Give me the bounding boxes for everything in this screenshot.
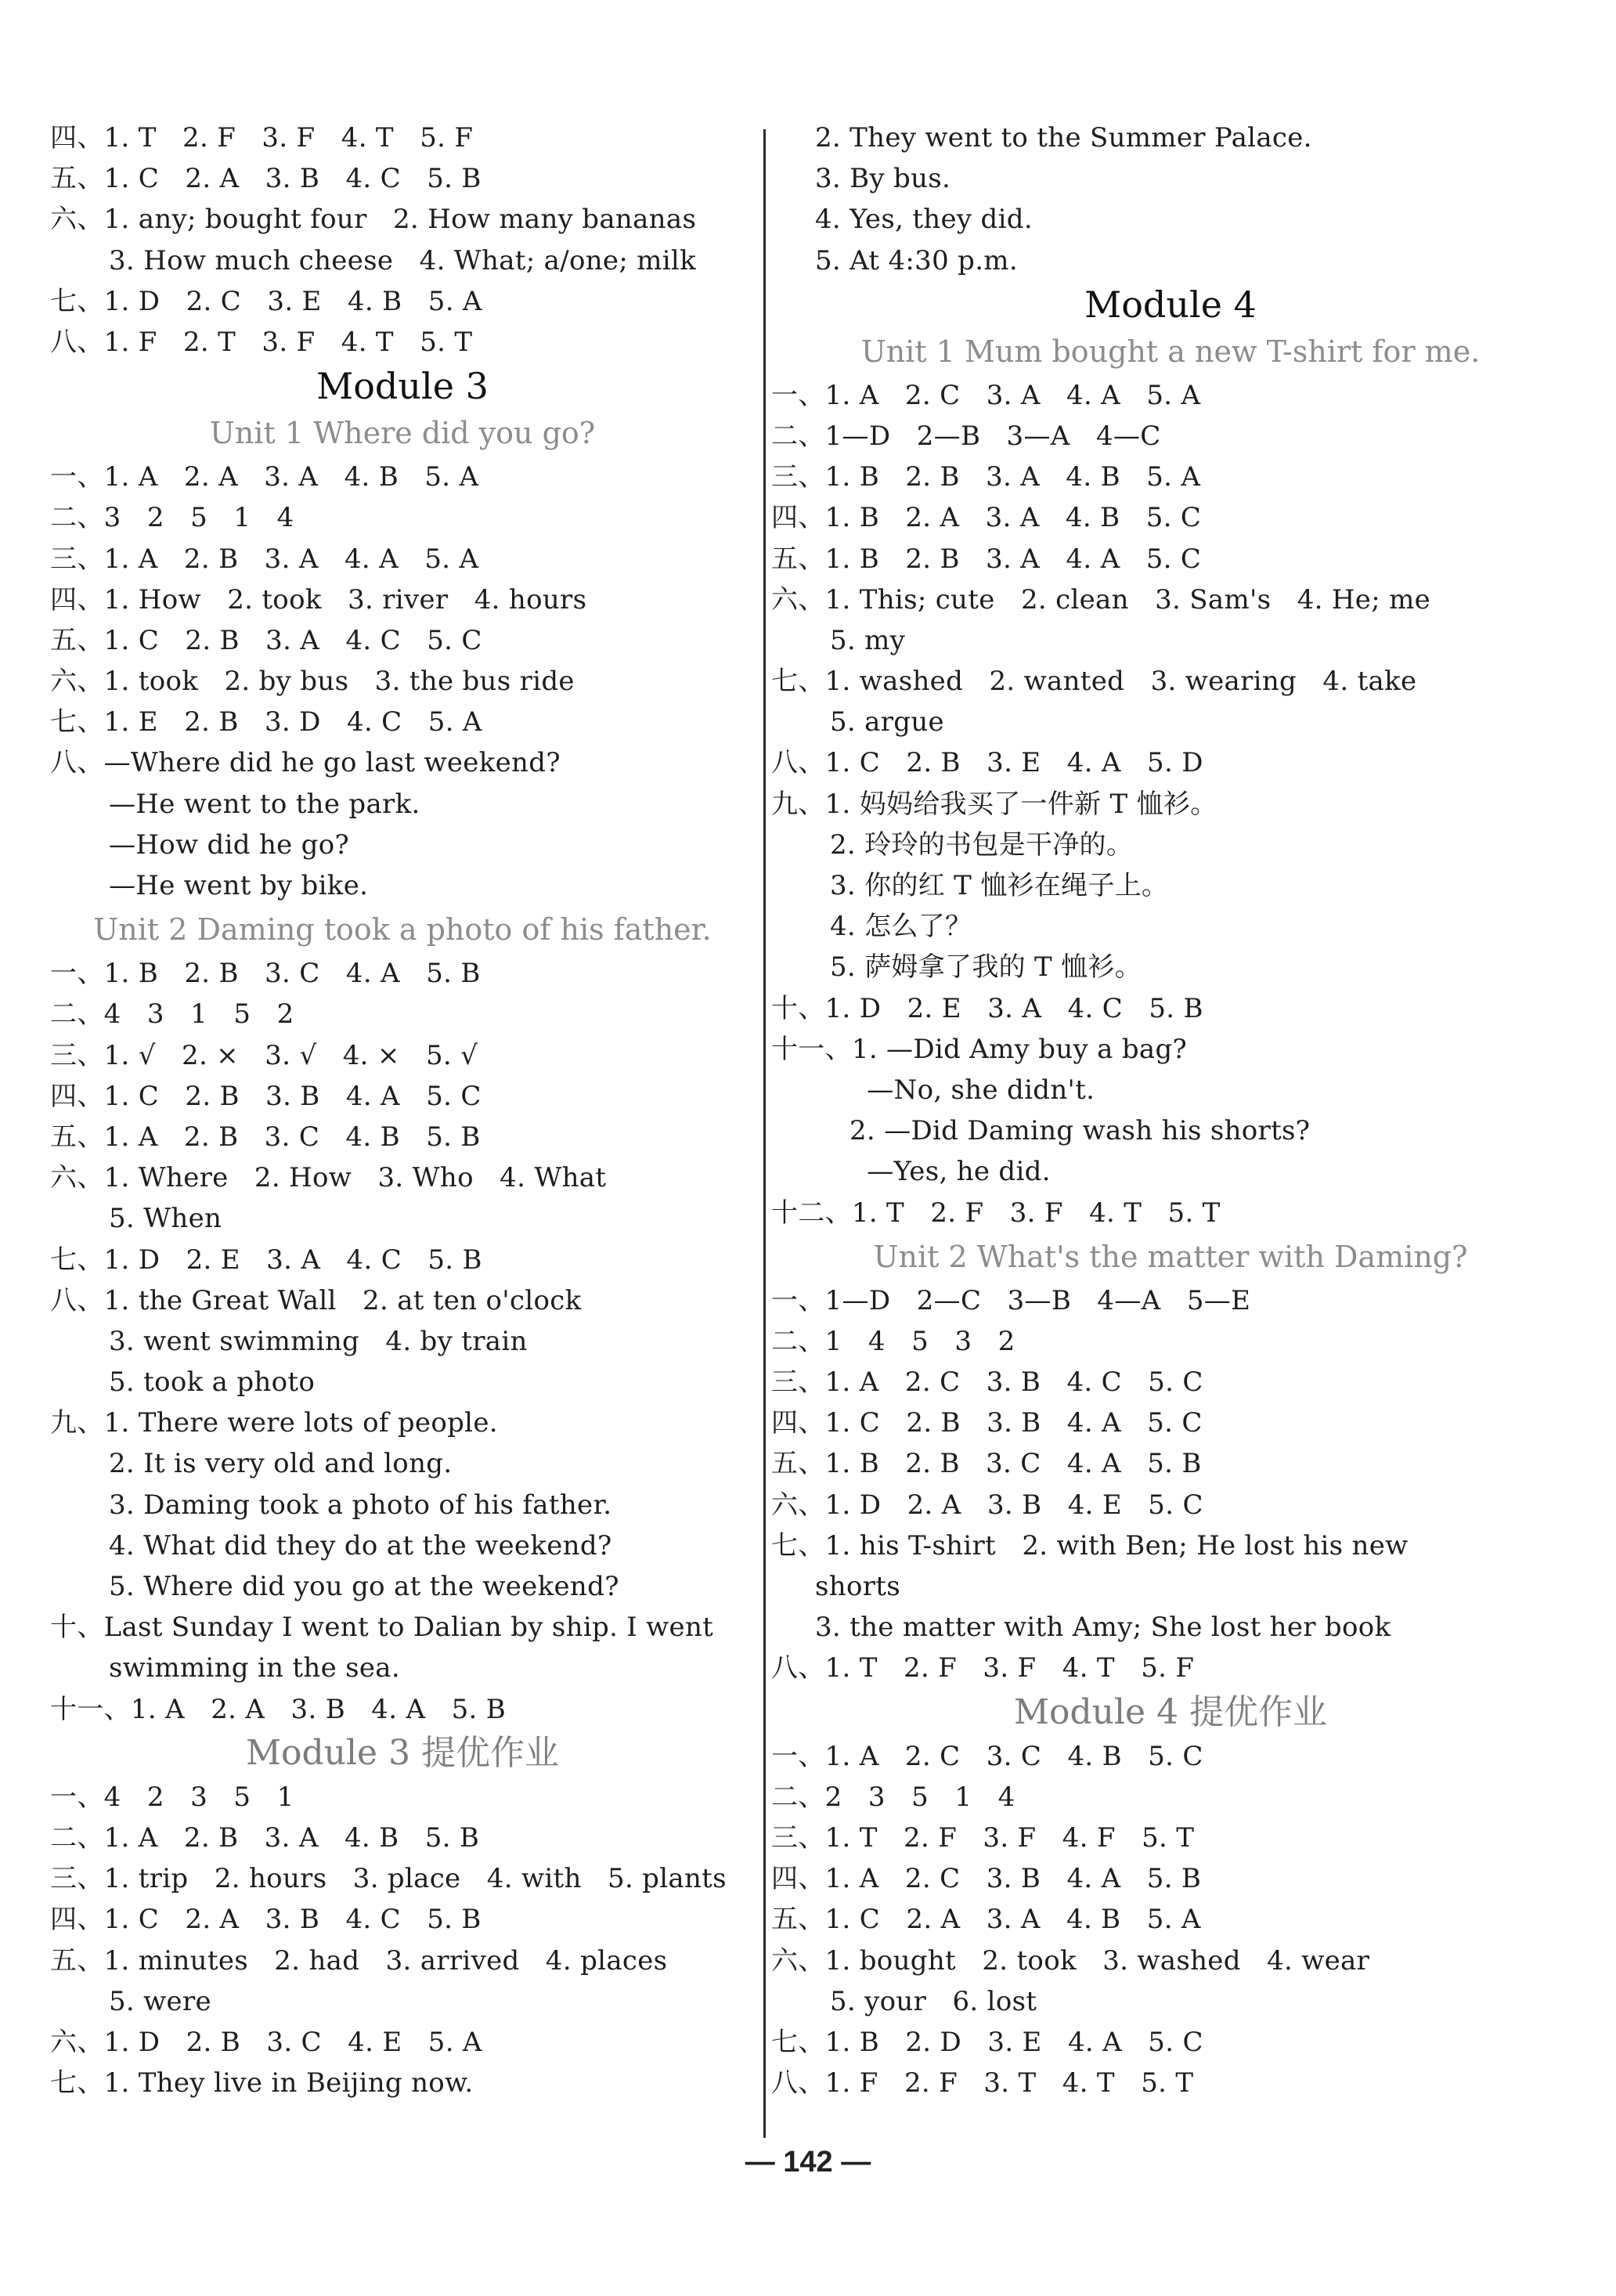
answer-line: 一、1. A 2. C 3. A 4. A 5. A xyxy=(771,379,1201,411)
answer-line: 八、1. F 2. F 3. T 4. T 5. T xyxy=(771,2067,1194,2099)
answer-line: 七、1. his T-shirt 2. with Ben; He lost his new xyxy=(771,1529,1409,1561)
unit-heading: Unit 1 Where did you go? xyxy=(209,416,596,451)
answer-line: 5. took a photo xyxy=(109,1366,316,1399)
answer-line: 三、1. A 2. B 3. A 4. A 5. A xyxy=(50,543,479,575)
answer-line: 七、1. D 2. C 3. E 4. B 5. A xyxy=(50,285,482,317)
extra-practice-heading: Module 3 提优作业 xyxy=(245,1732,560,1773)
answer-line: 一、1. B 2. B 3. C 4. A 5. B xyxy=(50,958,481,990)
right-answer-column xyxy=(771,117,1570,2103)
answer-line: 四、1. T 2. F 3. F 4. T 5. F xyxy=(50,122,474,153)
answer-line: 4. Yes, they did. xyxy=(815,204,1033,236)
answer-line: 七、1. B 2. D 3. E 4. A 5. C xyxy=(771,2026,1203,2058)
answer-line: 五、1. C 2. A 3. B 4. C 5. B xyxy=(50,163,482,195)
answer-line: 5. argue xyxy=(830,706,944,738)
answer-line: 七、1. washed 2. wanted 3. wearing 4. take xyxy=(771,666,1417,698)
answer-line: 三、1. A 2. C 3. B 4. C 5. C xyxy=(771,1366,1203,1399)
answer-line: 二、1—D 2—B 3—A 4—C xyxy=(771,420,1161,452)
answer-line: 5. my xyxy=(830,624,906,656)
answer-line: 四、1. C 2. B 3. B 4. A 5. C xyxy=(771,1407,1203,1439)
answer-line: 四、1. A 2. C 3. B 4. A 5. B xyxy=(771,1863,1202,1895)
answer-line: 四、1. B 2. A 3. A 4. B 5. C xyxy=(771,502,1202,534)
answer-line: 5. were xyxy=(109,1985,211,2017)
column-divider xyxy=(763,129,766,2138)
answer-line: 三、1. trip 2. hours 3. place 4. with 5. plants xyxy=(50,1863,727,1895)
answer-line: 五、1. B 2. B 3. A 4. A 5. C xyxy=(771,543,1202,575)
answer-line: —He went to the park. xyxy=(109,788,420,820)
answer-line: 二、1 4 5 3 2 xyxy=(771,1325,1015,1357)
answer-line: swimming in the sea. xyxy=(109,1652,400,1684)
answer-line: 四、1. C 2. A 3. B 4. C 5. B xyxy=(50,1904,482,1936)
answer-line: 3. By bus. xyxy=(815,163,951,195)
module-heading: Module 3 xyxy=(316,365,489,408)
answer-line: 三、1. √ 2. × 3. √ 4. × 5. √ xyxy=(50,1039,478,1071)
answer-line: —No, she didn't. xyxy=(849,1074,1095,1106)
unit-heading: Unit 1 Mum bought a new T-shirt for me. xyxy=(860,334,1481,369)
answer-line: 4. What did they do at the weekend? xyxy=(109,1529,612,1561)
extra-practice-heading: Module 4 提优作业 xyxy=(1013,1691,1328,1732)
answer-line: 3. Daming took a photo of his father. xyxy=(109,1489,612,1521)
answer-line: —He went by bike. xyxy=(109,870,369,901)
answer-line: 2. It is very old and long. xyxy=(109,1448,453,1480)
answer-line: 八、—Where did he go last weekend? xyxy=(50,747,561,779)
page-number: — 142 — xyxy=(745,2146,871,2179)
answer-line: 八、1. F 2. T 3. F 4. T 5. T xyxy=(50,326,473,358)
answer-line: 四、1. How 2. took 3. river 4. hours xyxy=(50,583,587,616)
answer-line: 一、1. A 2. A 3. A 4. B 5. A xyxy=(50,461,479,493)
answer-line: 八、1. the Great Wall 2. at ten o'clock xyxy=(50,1284,582,1316)
answer-line: 六、1. This; cute 2. clean 3. Sam's 4. He; me xyxy=(771,583,1431,616)
module-heading: Module 4 xyxy=(1084,283,1257,326)
answer-line: 六、1. took 2. by bus 3. the bus ride xyxy=(50,666,575,698)
answer-line: 八、1. C 2. B 3. E 4. A 5. D xyxy=(771,747,1203,779)
answer-line: 八、1. T 2. F 3. F 4. T 5. F xyxy=(771,1652,1195,1684)
answer-line: 二、1. A 2. B 3. A 4. B 5. B xyxy=(50,1821,480,1854)
answer-line: —How did he go? xyxy=(109,829,350,861)
answer-line: 5. your 6. lost xyxy=(830,1985,1037,2017)
answer-line: 5. 萨姆拿了我的 T 恤衫。 xyxy=(830,951,1142,984)
answer-line: 六、1. any; bought four 2. How many bananas xyxy=(50,204,697,236)
answer-line: 五、1. B 2. B 3. C 4. A 5. B xyxy=(771,1448,1202,1480)
answer-line: 五、1. minutes 2. had 3. arrived 4. places xyxy=(50,1944,668,1977)
answer-line: 七、1. E 2. B 3. D 4. C 5. A xyxy=(50,706,482,738)
answer-line: 四、1. C 2. B 3. B 4. A 5. C xyxy=(50,1080,482,1112)
answer-line: 九、1. 妈妈给我买了一件新 T 恤衫。 xyxy=(771,788,1217,820)
answer-line: 3. How much cheese 4. What; a/one; milk xyxy=(109,244,696,276)
answer-line: 2. —Did Daming wash his shorts? xyxy=(849,1115,1311,1147)
unit-heading: Unit 2 What's the matter with Daming? xyxy=(873,1239,1468,1274)
answer-line: 十、Last Sunday I went to Dalian by ship. I went xyxy=(50,1612,714,1644)
unit-heading: Unit 2 Daming took a photo of his father. xyxy=(93,912,712,948)
answer-line: 二、2 3 5 1 4 xyxy=(771,1781,1015,1813)
answer-line: 十二、1. T 2. F 3. F 4. T 5. T xyxy=(771,1197,1221,1229)
answer-line: 一、1. A 2. C 3. C 4. B 5. C xyxy=(771,1740,1203,1772)
answer-line: 五、1. A 2. B 3. C 4. B 5. B xyxy=(50,1121,481,1153)
left-answer-column xyxy=(50,117,755,2103)
answer-line: 十一、1. —Did Amy buy a bag? xyxy=(771,1033,1188,1065)
answer-line: 三、1. B 2. B 3. A 4. B 5. A xyxy=(771,461,1201,493)
answer-line: 一、1—D 2—C 3—B 4—A 5—E xyxy=(771,1284,1251,1316)
answer-line: 七、1. They live in Beijing now. xyxy=(50,2067,474,2099)
answer-line: 二、3 2 5 1 4 xyxy=(50,502,294,534)
answer-line: 4. 怎么了？ xyxy=(830,911,972,943)
answer-line: 3. the matter with Amy; She lost her book xyxy=(815,1612,1391,1644)
answer-line: shorts xyxy=(815,1571,900,1602)
answer-line: 二、4 3 1 5 2 xyxy=(50,998,294,1031)
answer-line: 十、1. D 2. E 3. A 4. C 5. B xyxy=(771,992,1203,1024)
answer-line: 六、1. D 2. B 3. C 4. E 5. A xyxy=(50,2026,482,2058)
answer-line: —Yes, he did. xyxy=(849,1156,1051,1188)
answer-line: 2. 玲玲的书包是干净的。 xyxy=(830,829,1134,861)
answer-line: 十一、1. A 2. A 3. B 4. A 5. B xyxy=(50,1693,507,1725)
answer-line: 3. 你的红 T 恤衫在绳子上。 xyxy=(830,870,1169,901)
answer-line: 九、1. There were lots of people. xyxy=(50,1407,498,1439)
answer-line: 六、1. Where 2. How 3. Who 4. What xyxy=(50,1162,607,1194)
answer-line: 三、1. T 2. F 3. F 4. F 5. T xyxy=(771,1821,1195,1854)
answer-line: 5. At 4:30 p.m. xyxy=(815,244,1018,276)
answer-line: 2. They went to the Summer Palace. xyxy=(815,122,1312,153)
answer-line: 五、1. C 2. A 3. A 4. B 5. A xyxy=(771,1904,1201,1936)
answer-line: 六、1. D 2. A 3. B 4. E 5. C xyxy=(771,1489,1203,1521)
answer-line: 七、1. D 2. E 3. A 4. C 5. B xyxy=(50,1244,482,1276)
answer-line: 5. Where did you go at the weekend? xyxy=(109,1571,619,1602)
answer-line: 六、1. bought 2. took 3. washed 4. wear xyxy=(771,1944,1370,1977)
answer-line: 一、4 2 3 5 1 xyxy=(50,1781,294,1813)
answer-line: 3. went swimming 4. by train xyxy=(109,1325,528,1357)
answer-line: 五、1. C 2. B 3. A 4. C 5. C xyxy=(50,624,482,656)
answer-line: 5. When xyxy=(109,1203,222,1235)
